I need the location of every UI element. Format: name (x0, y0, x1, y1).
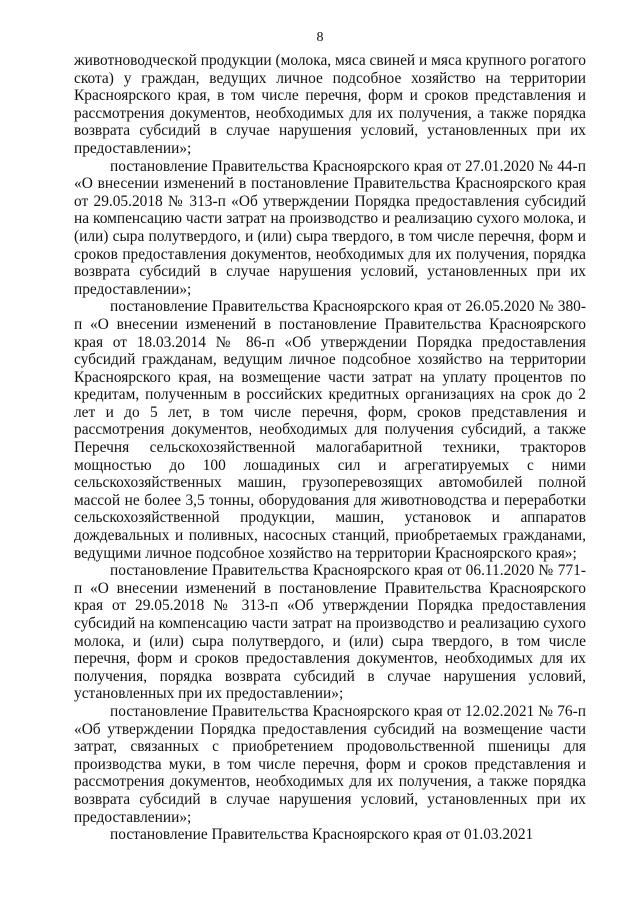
paragraph-3: постановление Правительства Красноярского края от 26.05.2020 № 380-п «О внесении изменений в постановление Правительства Красноярского края от 18.03.2014 № 86-п «Об утверждении Порядка предоставления субсидий гражданам, ведущим личное подсобное хозяйство на территории Красноярского края, на возмещение части затрат на уплату процентов по кредитам, полученным в российских кредитных организациях на срок до 2 лет и до 5 лет, в том числе перечня, форм, сроков представления и рассмотрения документов, необходимых для получения субсидий, а также Перечня сельскохозяйственной малогабаритной техники, тракторов мощностью до 100 лошадиных сил и агрегатируемых с ними сельскохозяйственных машин, грузоперевозящих автомобилей полной массой не более 3,5 тонны, оборудования для животноводства и переработки сельскохозяйственной продукции, машин, установок и аппаратов дождевальных и поливных, насосных станций, приобретаемых гражданами, ведущими личное подсобное хозяйство на территории Красноярского края»; (74, 298, 586, 562)
document-body (74, 52, 586, 844)
paragraph-1: животноводческой продукции (молока, мяса свиней и мяса крупного рогатого скота) у граждан, ведущих личное подсобное хозяйство на территории Красноярского края, в том числе перечня, форм и сроков представления и рассмотрения документов, необходимых для их получения, а также порядка возврата субсидий в случае нарушения условий, установленных при их предоставлении»; (74, 52, 586, 157)
page-number: 8 (316, 30, 324, 45)
paragraph-4: постановление Правительства Красноярского края от 06.11.2020 № 771-п «О внесении изменений в постановление Правительства Красноярского края от 29.05.2018 № 313-п «Об утверждении Порядка предоставления субсидий на компенсацию части затрат на производство и реализацию сухого молока, и (или) сыра полутвердого, и (или) сыра твердого, в том числе перечня, форм и сроков предоставления документов, необходимых для их получения, порядка возврата субсидий в случае нарушения условий, установленных при их предоставлении»; (74, 562, 586, 703)
paragraph-6: постановление Правительства Красноярского края от 01.03.2021 (110, 826, 534, 844)
paragraph-5: постановление Правительства Красноярского края от 12.02.2021 № 76-п «Об утверждении Порядка предоставления субсидий на возмещение части затрат, связанных с приобретением продовольственной пшеницы для производства муки, в том числе перечня, форм и сроков представления и рассмотрения документов, необходимых для их получения, а также порядка возврата субсидий в случае нарушения условий, установленных при их предоставлении»; (74, 702, 586, 826)
paragraph-2: постановление Правительства Красноярского края от 27.01.2020 № 44-п «О внесении изменений в постановление Правительства Красноярского края от 29.05.2018 № 313-п «Об утверждении Порядка предоставления субсидий на компенсацию части затрат на производство и реализацию сухого молока, и (или) сыра полутвердого, и (или) сыра твердого, в том числе перечня, форм и сроков предоставления документов, необходимых для их получения, порядка возврата субсидий в случае нарушения условий, установленных при их предоставлении»; (74, 157, 586, 298)
